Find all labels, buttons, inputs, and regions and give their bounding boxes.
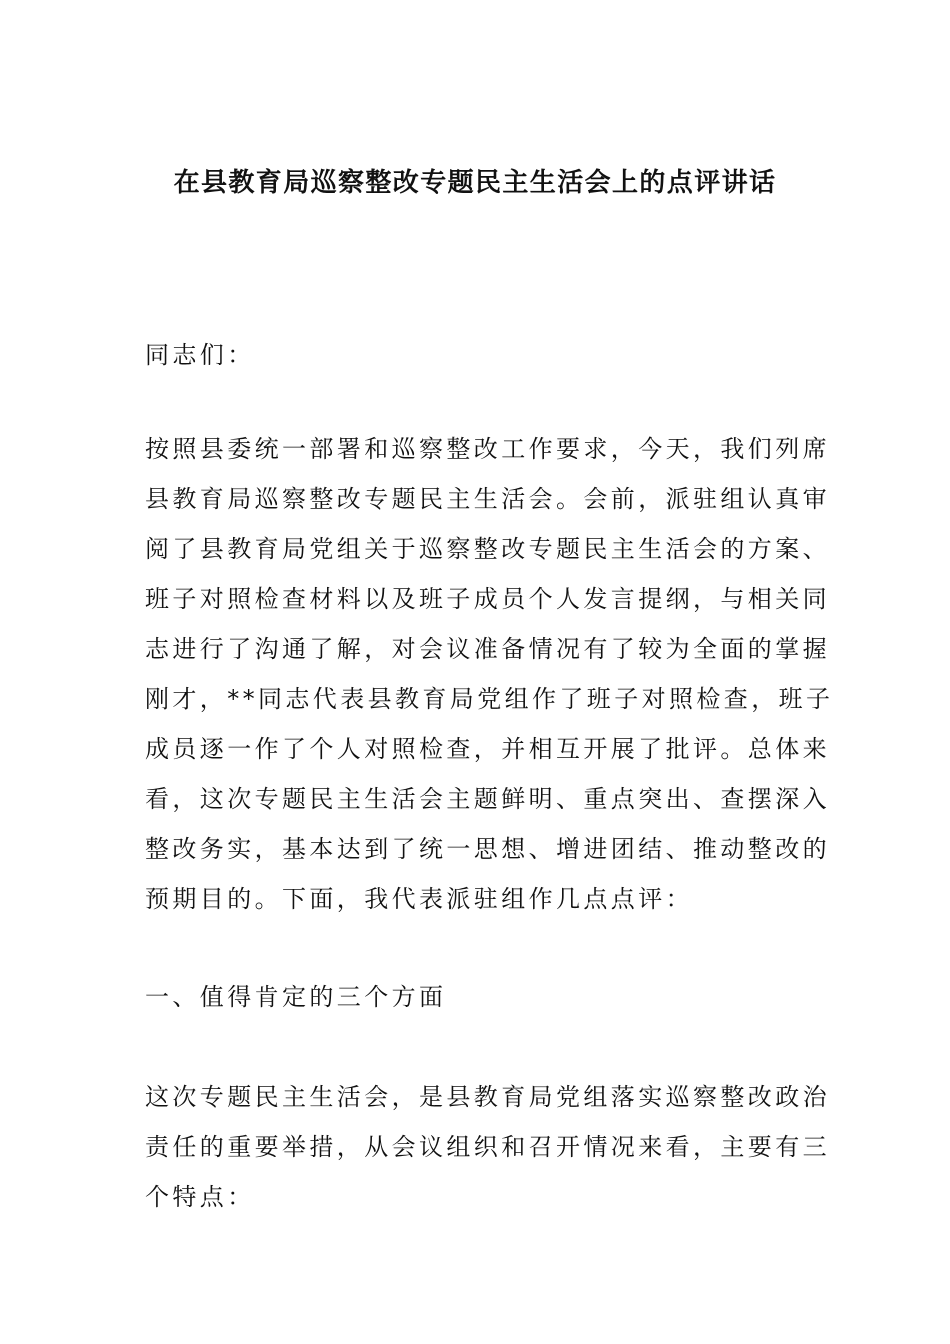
document-title: 在县教育局巡察整改专题民主生活会上的点评讲话 — [173, 168, 777, 198]
paragraph-line: 这次专题民主生活会，是县教育局党组落实巡察整改政治 — [145, 1083, 830, 1111]
paragraph-line: 预期目的。下面，我代表派驻组作几点点评： — [145, 885, 693, 913]
paragraph-line: 看，这次专题民主生活会主题鲜明、重点突出、查摆深入 — [145, 785, 830, 813]
paragraph-line: 成员逐一作了个人对照检查，并相互开展了批评。总体来 — [145, 735, 830, 763]
salutation — [145, 330, 825, 380]
paragraph-line: 县教育局巡察整改专题民主生活会。会前，派驻组认真审 — [145, 485, 830, 513]
paragraph-line: 整改务实，基本达到了统一思想、增进团结、推动整改的 — [145, 835, 830, 863]
paragraph-2 — [145, 1072, 830, 1222]
paragraph-line: 刚才，**同志代表县教育局党组作了班子对照检查，班子 — [145, 685, 834, 713]
paragraph-line: 按照县委统一部署和巡察整改工作要求，今天，我们列席 — [145, 435, 830, 463]
paragraph-1 — [145, 424, 834, 924]
paragraph-line: 个特点： — [145, 1183, 255, 1211]
paragraph-line: 阅了县教育局党组关于巡察整改专题民主生活会的方案、 — [145, 535, 830, 563]
paragraph-line: 班子对照检查材料以及班子成员个人发言提纲，与相关同 — [145, 585, 830, 613]
salutation-text: 同志们： — [145, 341, 255, 369]
section-heading-text: 一、值得肯定的三个方面 — [145, 983, 447, 1011]
paragraph-line: 责任的重要举措，从会议组织和召开情况来看，主要有三 — [145, 1133, 830, 1161]
paragraph-line: 志进行了沟通了解，对会议准备情况有了较为全面的掌握 — [145, 635, 830, 663]
section-heading — [145, 972, 825, 1022]
